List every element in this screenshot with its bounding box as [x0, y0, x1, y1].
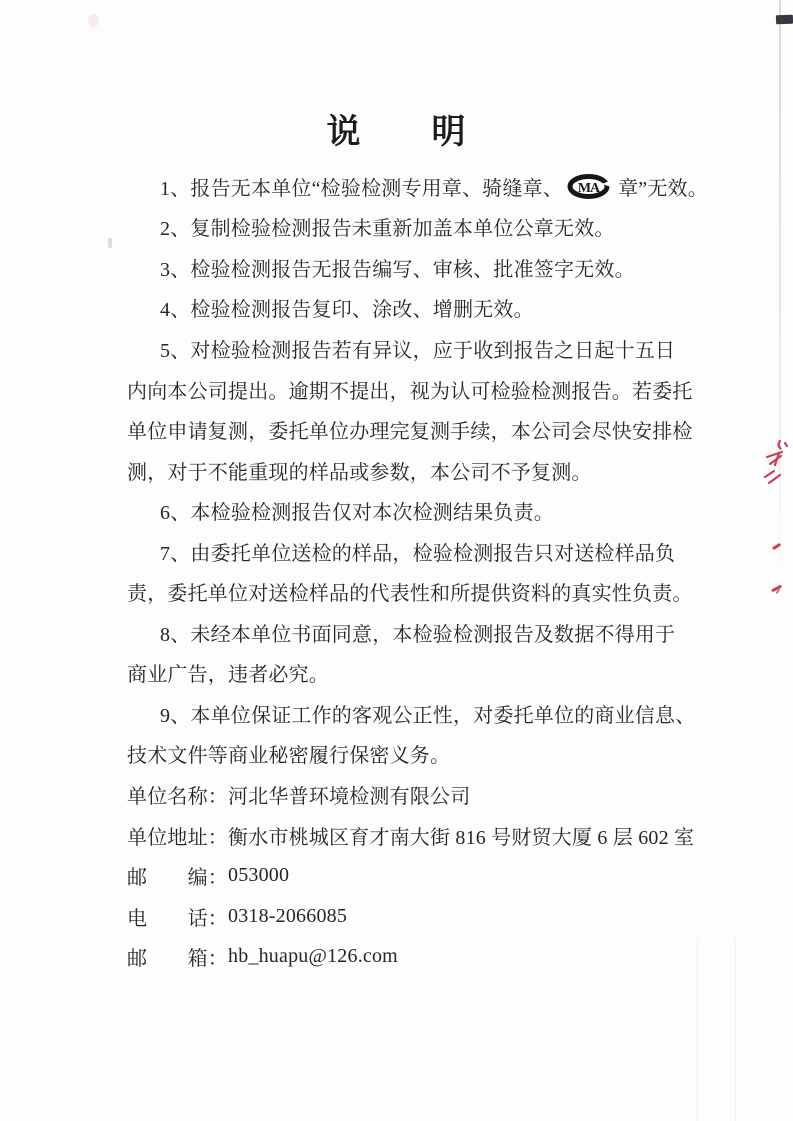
- zip-value: 053000: [228, 864, 290, 887]
- note-item-4: 4、检验检测报告复印、涂改、增删无效。: [160, 299, 534, 322]
- note-item-2: 2、复制检验检测报告未重新加盖本单位公章无效。: [160, 218, 615, 241]
- note-item-5-line-3: 单位申请复测，委托单位办理完复测手续，本公司会尽快安排检: [127, 421, 693, 444]
- note-item-7-line-2: 责，委托单位对送检样品的代表性和所提供资料的真实性负责。: [127, 583, 693, 606]
- email-value: hb_huapu@126.com: [228, 945, 398, 968]
- contact-row-zip: [127, 855, 668, 896]
- page-title: 说 明: [326, 114, 467, 151]
- note-item-5-line-4: 测，对于不能重现的样品或参数，本公司不予复测。: [127, 461, 592, 484]
- address-label: 单位地址：: [127, 826, 228, 849]
- note-item-7-line-1: 7、由委托单位送检的样品，检验检测报告只对送检样品负: [160, 542, 676, 565]
- note-1-text-before: 1、报告无本单位“检验检测专用章、骑缝章、: [160, 177, 564, 200]
- zip-label: 邮 编：: [127, 867, 228, 890]
- document-body: [127, 166, 708, 977]
- edge-speck-artifact: [108, 238, 112, 248]
- svg-text:MA: MA: [577, 180, 600, 196]
- address-value: 衡水市桃城区育才南大街 816 号财贸大厦 6 层 602 室: [228, 826, 695, 849]
- contact-row-address: [127, 815, 695, 856]
- note-item-8-line-1: 8、未经本单位书面同意，本检验检测报告及数据不得用于: [160, 623, 676, 646]
- note-item-9-line-1: 9、本单位保证工作的客观公正性，对委托单位的商业信息、: [160, 704, 696, 727]
- phone-label: 电 话：: [127, 907, 228, 930]
- contact-row-email: [127, 936, 668, 977]
- company-name-label: 单位名称：: [127, 785, 228, 808]
- note-item-9-line-2: 技术文件等商业秘密履行保密义务。: [127, 745, 451, 768]
- note-item-8-line-2: 商业广告，违者必究。: [127, 664, 329, 687]
- note-1-text-after: 章”无效。: [618, 177, 708, 200]
- note-item-6: 6、本检验检测报告仅对本次检测结果负责。: [160, 502, 554, 525]
- note-item-1: [127, 166, 708, 207]
- note-item-3: 3、检验检测报告无报告编写、审核、批准签字无效。: [160, 258, 635, 281]
- note-item-5-line-2: 内向本公司提出。逾期不提出，视为认可检验检测报告。若委托: [127, 380, 693, 403]
- contact-row-phone: [127, 896, 668, 937]
- note-item-5-line-1: 5、对检验检测报告若有异议，应于收到报告之日起十五日: [160, 339, 676, 362]
- phone-value: 0318-2066085: [228, 904, 348, 927]
- scan-edge-line: [735, 940, 736, 1121]
- contact-row-company-name: [127, 774, 668, 815]
- scan-edge-line: [697, 940, 698, 1121]
- scan-edge-line: [779, 0, 781, 590]
- dark-mark-artifact: [776, 15, 793, 25]
- company-name-value: 河北华普环境检测有限公司: [228, 785, 471, 808]
- pink-smudge-artifact: [88, 14, 99, 27]
- red-ink-annotation: [759, 437, 791, 500]
- cma-mark-icon: [567, 174, 614, 199]
- email-label: 邮 箱：: [127, 948, 228, 971]
